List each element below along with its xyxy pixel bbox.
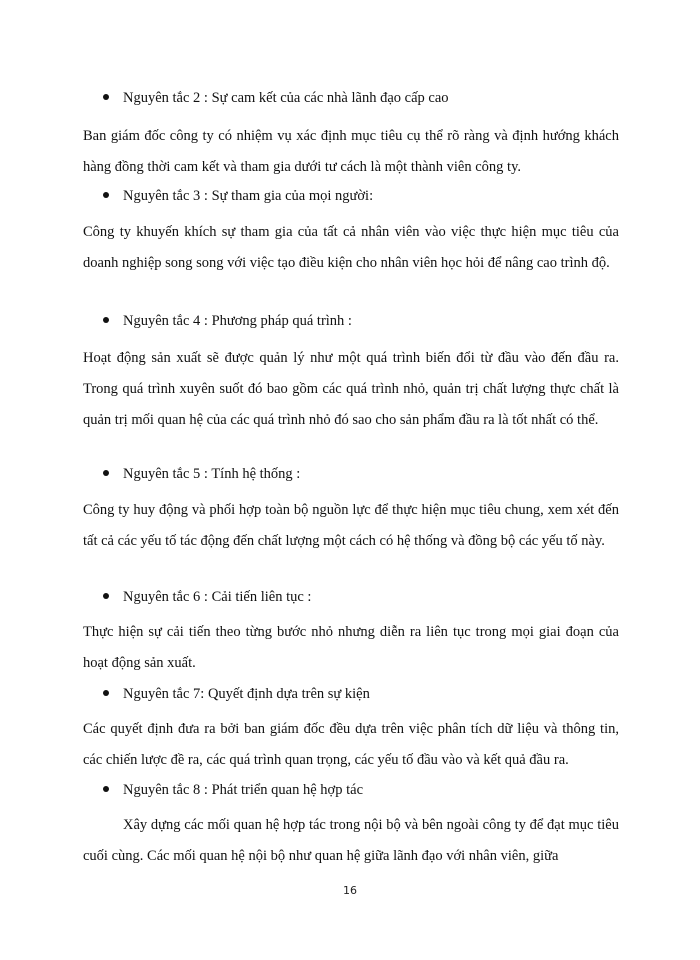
page-number: 16 — [343, 884, 357, 897]
bullet-icon — [103, 94, 109, 100]
bullet-icon — [103, 470, 109, 476]
principle-7-heading: Nguyên tắc 7: Quyết định dựa trên sự kiện — [103, 684, 640, 704]
bullet-icon — [103, 317, 109, 323]
principle-8-body: Xây dựng các mối quan hệ hợp tác trong nội bộ và bên ngoài công ty để đạt mục tiêu cuối cùng. Các mối quan hệ nội bộ như quan hệ giữa lãnh đạo với nhân viên, giữa — [83, 817, 619, 864]
principle-2-body: Ban giám đốc công ty có nhiệm vụ xác định mục tiêu cụ thể rõ ràng và định hướng khách hàng đồng thời cam kết và tham gia dưới tư cách là một thành viên công ty. — [83, 128, 619, 175]
bullet-icon — [103, 786, 109, 792]
bullet-icon — [103, 192, 109, 198]
principle-6-body: Thực hiện sự cải tiến theo từng bước nhỏ nhưng diễn ra liên tục trong mọi giai đoạn của hoạt động sản xuất. — [83, 624, 619, 671]
principle-5-heading: Nguyên tắc 5 : Tính hệ thống : — [103, 464, 640, 484]
bullet-icon — [103, 690, 109, 696]
principle-3-body: Công ty khuyến khích sự tham gia của tất cả nhân viên vào việc thực hiện mục tiêu của doanh nghiệp song song với việc tạo điều kiện cho nhân viên học hỏi để nâng cao trình độ. — [83, 224, 619, 271]
principle-4-body: Hoạt động sản xuất sẽ được quản lý như một quá trình biến đổi từ đầu vào đến đầu ra. Trong quá trình xuyên suốt đó bao gồm các quá trình nhỏ, quản trị chất lượng thực chất là quản trị mối quan hệ của các quá trình nhỏ đó sao cho sản phẩm đầu ra là tốt nhất có thể. — [83, 350, 619, 428]
principle-6-heading: Nguyên tắc 6 : Cải tiến liên tục : — [103, 587, 640, 607]
principle-7-body: Các quyết định đưa ra bởi ban giám đốc đều dựa trên việc phân tích dữ liệu và thông tin, các chiến lược đề ra, các quá trình quan trọng, các yếu tố đầu vào và kết quả đầu ra. — [83, 721, 619, 768]
principle-2-heading: Nguyên tắc 2 : Sự cam kết của các nhà lãnh đạo cấp cao — [103, 88, 640, 108]
bullet-icon — [103, 593, 109, 599]
principle-5-body: Công ty huy động và phối hợp toàn bộ nguồn lực để thực hiện mục tiêu chung, xem xét đến tất cả các yếu tố tác động đến chất lượng một cách có hệ thống và đồng bộ các yếu tố này. — [83, 502, 619, 549]
principle-4-heading: Nguyên tắc 4 : Phương pháp quá trình : — [103, 311, 640, 331]
principle-8-heading: Nguyên tắc 8 : Phát triển quan hệ hợp tác — [103, 780, 640, 800]
principle-3-heading: Nguyên tắc 3 : Sự tham gia của mọi người: — [103, 186, 640, 206]
